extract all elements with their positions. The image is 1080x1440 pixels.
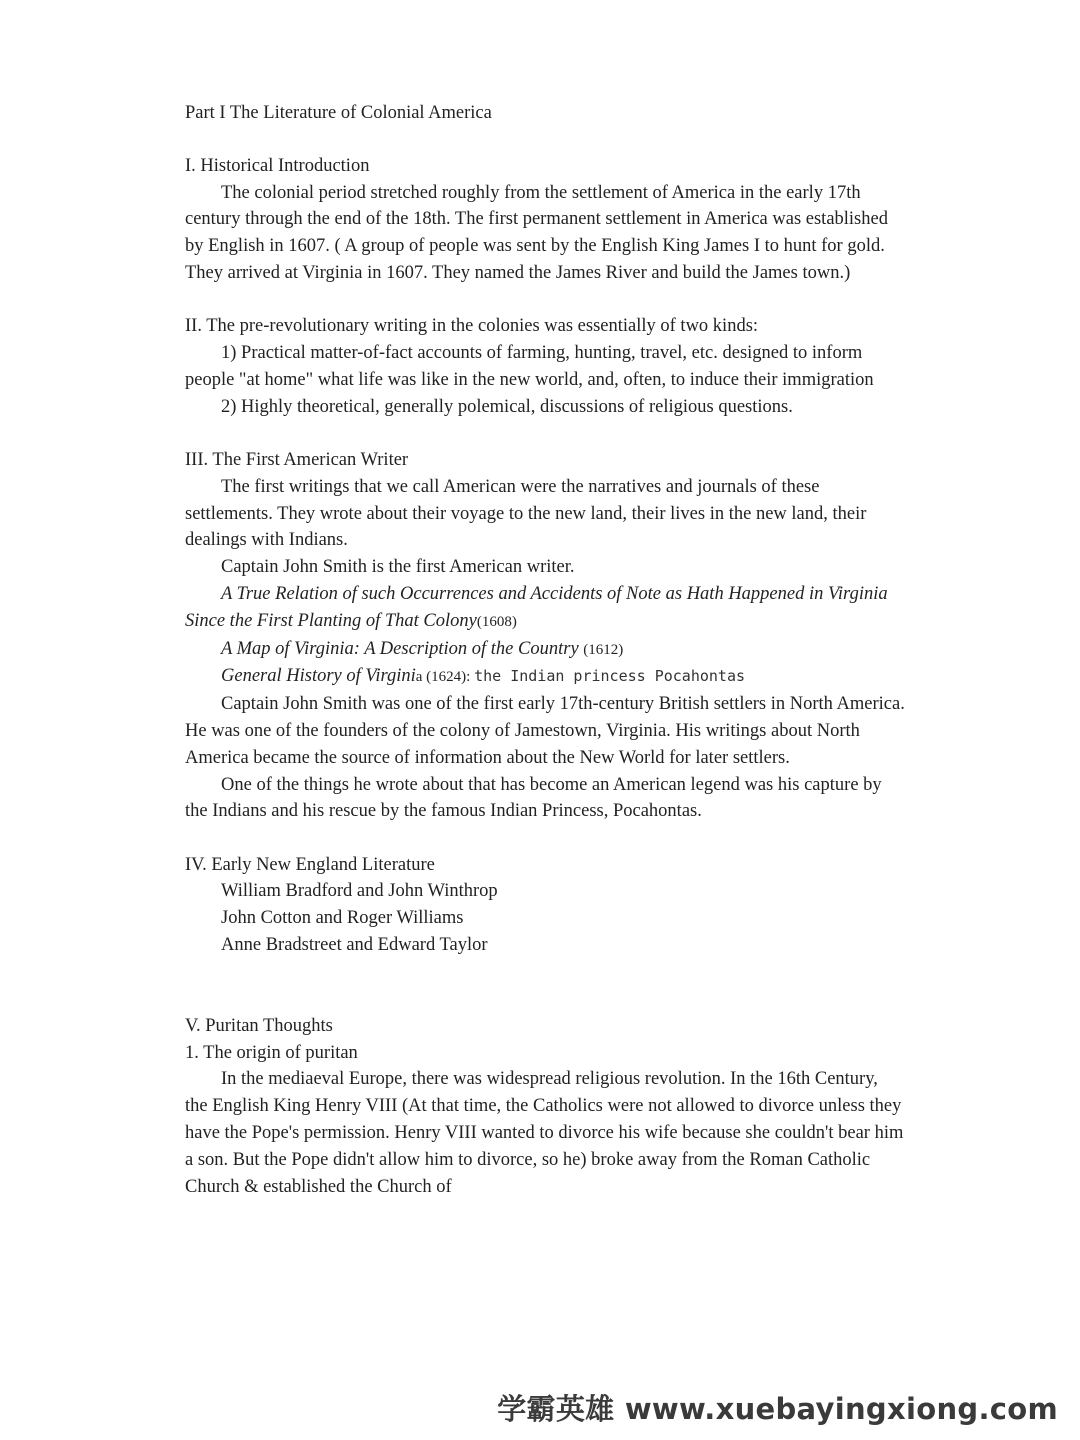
work-year: (1608) (476, 613, 517, 630)
paragraph: Captain John Smith was one of the first early 17th-century British settlers in North America. He was one of the founders of the colony of Jamestown, Virginia. His writings about North America became the source of information about the New World for later settlers. (185, 694, 905, 768)
paragraph: The first writings that we call American were the narratives and journals of these settlements. They wrote about their voyage to the new land, their lives in the new land, their dealings with Indians. (185, 476, 867, 551)
paragraph: Captain John Smith is the first American writer. (221, 557, 575, 578)
work-title: A True Relation of such Occurrences and Accidents of Note as Hath Happened in Virginia Since the First Planting of That Colony (185, 583, 888, 631)
section-heading: V. Puritan Thoughts (185, 1015, 333, 1036)
work-title: A Map of Virginia: A Description of the Country (221, 638, 579, 659)
work-title: General History of Virgini (221, 666, 416, 687)
section-early-new-england-literature (185, 852, 905, 959)
work-note: the Indian princess Pocahontas (474, 667, 746, 686)
list-item: 1) Practical matter-of-fact accounts of farming, hunting, travel, etc. designed to inform people "at home" what life was like in the new world, and, often, to induce their immigration (185, 343, 874, 390)
work-entry (185, 636, 905, 664)
section-heading: IV. Early New England Literature (185, 854, 435, 875)
section-historical-introduction (185, 153, 905, 287)
section-puritan-thoughts (185, 1013, 905, 1201)
section-heading: III. The First American Writer (185, 449, 409, 470)
author-pair: John Cotton and Roger Williams (221, 908, 464, 929)
section-heading: II. The pre-revolutionary writing in the colonies was essentially of two kinds: (185, 316, 759, 337)
paragraph: One of the things he wrote about that has become an American legend was his capture by the Indians and his rescue by the famous Indian Princess, Pocahontas. (185, 774, 882, 822)
section-first-american-writer (185, 447, 905, 825)
work-entry (185, 663, 905, 691)
subsection-heading: 1. The origin of puritan (185, 1042, 358, 1063)
section-pre-revolutionary-writing (185, 313, 905, 420)
author-pair: William Bradford and John Winthrop (221, 881, 498, 902)
work-year: (1612) (583, 641, 624, 658)
section-heading: I. Historical Introduction (185, 155, 370, 176)
paragraph: The colonial period stretched roughly from the settlement of America in the early 17th century through the end of the 18th. The first permanent settlement in America was established by English in 1607. ( A group of people was sent by the English King James I to hunt for gold. They arrived at Virginia in 1607. They named the James River and build the James town.) (185, 182, 888, 283)
document-title: Part I The Literature of Colonial America (185, 103, 492, 123)
list-item: 2) Highly theoretical, generally polemical, discussions of religious questions. (221, 396, 793, 417)
document-page (185, 100, 905, 1227)
work-year: a (1624): (415, 669, 475, 686)
site-watermark: 学霸英雄 www.xuebayingxiong.com (497, 1392, 1058, 1426)
work-entry (185, 581, 905, 636)
paragraph: In the mediaeval Europe, there was widespread religious revolution. In the 16th Century, the English King Henry VIII (At that time, the Catholics were not allowed to divorce unless they have the Pope's permission. Henry VIII wanted to divorce his wife because she couldn't bear him a son. But the Pope didn't allow him to divorce, so he) broke away from the Roman Catholic Church & established the Church of (185, 1069, 904, 1197)
author-pair: Anne Bradstreet and Edward Taylor (221, 935, 488, 956)
